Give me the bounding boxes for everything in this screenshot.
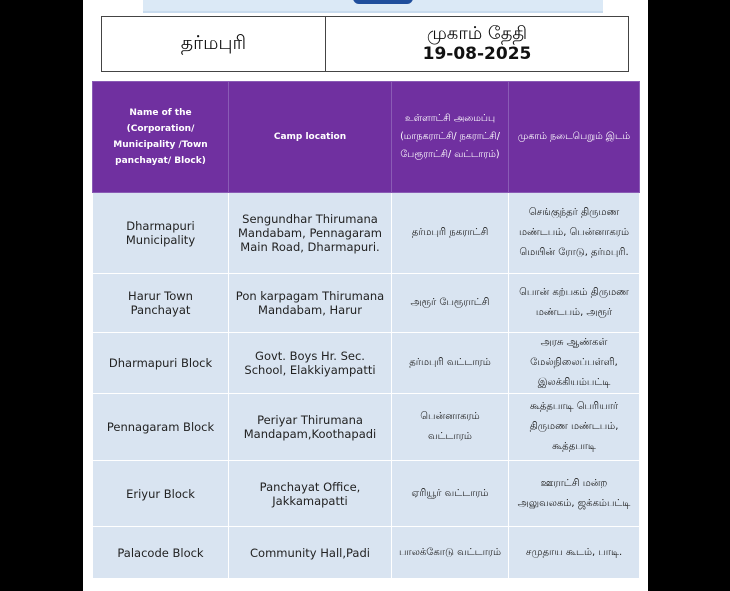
cell-location: Community Hall,Padi	[229, 527, 392, 579]
cell-local-body: அரூர் பேரூராட்சி	[392, 274, 509, 333]
column-header-local-body: உள்ளாட்சி அமைப்பு (மாநகராட்சி/ நகராட்சி/ பேரூராட்சி/ வட்டாரம்)	[392, 82, 509, 193]
cell-venue: செங்குந்தர் திருமண மண்டபம், பென்னாகரம் மெயின் ரோடு, தர்மபுரி.	[509, 193, 640, 274]
column-header-location: Camp location	[229, 82, 392, 193]
camp-date-cell	[326, 17, 628, 71]
cell-name: Harur Town Panchayat	[93, 274, 229, 333]
table-row	[93, 274, 640, 333]
cell-name: Palacode Block	[93, 527, 229, 579]
cell-name: Dharmapuri Block	[93, 333, 229, 394]
cell-name: Dharmapuri Municipality	[93, 193, 229, 274]
column-header-venue: முகாம் நடைபெறும் இடம்	[509, 82, 640, 193]
cell-location: Panchayat Office, Jakkamapatti	[229, 461, 392, 527]
table-row	[93, 527, 640, 579]
cell-local-body: தர்மபுரி நகராட்சி	[392, 193, 509, 274]
cell-local-body: தர்மபுரி வட்டாரம்	[392, 333, 509, 394]
cell-venue: அரசு ஆண்கள் மேல்நிலைப்பள்ளி, இலக்கியம்பட்டி	[509, 333, 640, 394]
banner-title-fragment	[353, 0, 413, 4]
cell-local-body: பாலக்கோடு வட்டாரம்	[392, 527, 509, 579]
table-header-row	[93, 82, 640, 193]
cell-venue: ஊராட்சி மன்ற அலுவலகம், ஜக்கம்பட்டி	[509, 461, 640, 527]
cell-location: Govt. Boys Hr. Sec. School, Elakkiyampatti	[229, 333, 392, 394]
cell-venue: பொன் கற்பகம் திருமண மண்டபம், அரூர்	[509, 274, 640, 333]
table-row	[93, 394, 640, 461]
camp-date-label: முகாம் தேதி	[426, 22, 528, 44]
column-header-name: Name of the (Corporation/ Municipality /Town panchayat/ Block)	[93, 82, 229, 193]
table-row	[93, 461, 640, 527]
cell-venue: கூத்தபாடி பெரியார் திருமண மண்டபம், கூத்தபாடி	[509, 394, 640, 461]
cell-location: Periyar Thirumana Mandapam,Koothapadi	[229, 394, 392, 461]
cell-name: Pennagaram Block	[93, 394, 229, 461]
header-box	[101, 16, 629, 72]
district-name: தர்மபுரி	[102, 17, 326, 71]
cell-local-body: பென்னாகரம் வட்டாரம்	[392, 394, 509, 461]
camp-date: 19-08-2025	[422, 43, 532, 64]
cell-location: Pon karpagam Thirumana Mandabam, Harur	[229, 274, 392, 333]
document-page	[83, 0, 648, 591]
cell-name: Eriyur Block	[93, 461, 229, 527]
cell-venue: சமுதாய கூடம், பாடி.	[509, 527, 640, 579]
camp-schedule-table	[92, 81, 640, 579]
table-row	[93, 333, 640, 394]
top-banner	[143, 0, 603, 13]
cell-local-body: ஏரியூர் வட்டாரம்	[392, 461, 509, 527]
cell-location: Sengundhar Thirumana Mandabam, Pennagaram Main Road, Dharmapuri.	[229, 193, 392, 274]
table-row	[93, 193, 640, 274]
